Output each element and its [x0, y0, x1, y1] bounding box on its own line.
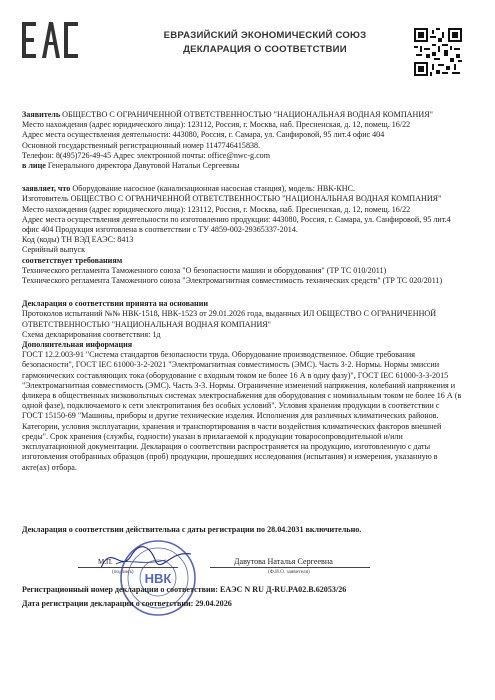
union-title: ЕВРАЗИЙСКИЙ ЭКОНОМИЧЕСКИЙ СОЮЗ: [163, 30, 367, 41]
manufacturer: Изготовитель ОБЩЕСТВО С ОГРАНИЧЕННОЙ ОТВЕТСТВЕННОСТЬЮ "НАЦИОНАЛЬНАЯ ВОДНАЯ КОМПАНИЯ": [22, 194, 442, 204]
declaration-body: [22, 110, 462, 473]
applicant-person: [22, 161, 462, 171]
basis-protocols: Протоколов испытаний №№ НВК-1518, НВК-1523 от 29.01.2026 года, выданных ИЛ ОБЩЕСТВО С ОГРАНИЧЕННОЙ ОТВЕТСТВЕННОСТЬЮ "НАЦИОНАЛЬНАЯ ВОДНАЯ КОМПАНИЯ": [22, 309, 437, 329]
applicant-name: ОБЩЕСТВО С ОГРАНИЧЕННОЙ ОТВЕТСТВЕННОСТЬЮ "НАЦИОНАЛЬНАЯ ВОДНАЯ КОМПАНИЯ": [62, 110, 433, 119]
validity-line: Декларация о соответствии действительна с даты регистрации по 28.04.2031 включительно.: [22, 525, 362, 534]
seal-place-label: М.П.: [98, 558, 113, 566]
requirement-1: Технического регламента Таможенного союза "О безопасности машин и оборудования" (ТР ТС 010/2011): [22, 265, 387, 275]
hs-code: Код (коды) ТН ВЭД ЕАЭС: 8413: [22, 235, 134, 245]
applicant-legal-address: Место нахождения (адрес юридического лица): 123112, Россия, г. Москва, наб. Пресненская, д. 12, помещ. 16/22: [22, 120, 411, 130]
requirement-2: Технического регламента Таможенного союза "Электромагнитная совместимость технических средств" (ТР ТС 020/2011): [22, 276, 443, 286]
registration-number: Регистрационный номер декларации о соответствии: ЕАЭС N RU Д-RU.PA02.B.62053/26: [22, 585, 347, 594]
qr-code-icon: [414, 28, 462, 76]
manufacturer-legal-address: Место нахождения (адрес юридического лица): 123112, Россия, г. Москва, наб. Пресненская, д. 12, помещ. 16/22: [22, 204, 411, 214]
signer-name-caption: (Ф.И.О. заявителя): [268, 569, 310, 575]
applicant-ogrn: Основной государственный регистрационный номер 1147746415838.: [22, 140, 261, 150]
basis-scheme: Схема декларирования соответствия: 1д: [22, 329, 161, 339]
eac-logo: [22, 22, 82, 58]
signer-name-line: [210, 567, 370, 568]
applicant-contacts: Телефон: 8(495)726-49-45 Адрес электронной почты: office@nwc-g.com: [22, 150, 271, 160]
additional-text: ГОСТ 12.2.003-91 "Система стандартов безопасности труда. Оборудование производственное. Общие требования безопасности", ГОСТ IEC 61000-3-2-2021 "Электромагнитная совместимость (ЭМС). Часть 3-2. Нормы. Нормы эмиссии гармонических составляющих тока (оборудование с входным током не более 16 А в одну фазу)", ГОСТ IEC 61000-3-3-2015 "Электромагнитная совместимость (ЭМС). Часть 3-3. Нормы. Ограничение изменений напряжения, колебаний напряжения и фликера в общественных низковольтных системах электроснабжения для оборудования с номинальным током не более 16 А (в одной фазе), подключаемого к сети электропитания без особых условий". Условия хранения продукции в соответствии с ГОСТ 15150-69 "Машины, приборы и другие технические изделия. Исполнения для различных климатических районов. Категории, условия эксплуатации, хранения и транспортирования в части воздействия климатических факторов внешней среды". Срок хранения (службы, годности) указан в прилагаемой к продукции товаросопроводительной и/или эксплуатационной документации. Декларация о соответствии распространяется на продукцию, изготовленную с даты изготовления отобранных образцов (проб) продукции, прошедших исследования (испытания) и измерения, указанную в акте(ах) отбора.: [22, 350, 462, 472]
basis-label: Декларация о соответствии принята на основании: [22, 299, 209, 309]
requirements-label: соответствует требованиям: [22, 255, 123, 265]
additional-label: Дополнительная информация: [22, 340, 133, 350]
signature-caption: (подпись): [112, 569, 134, 575]
manufacturer-activity-address: Адрес места осуществления деятельности по изготовлению продукции: 443080, Россия, г. Самара, ул. Санфировой, 95 лит.4 офис 404 Продукция изготовлена в соответствии с ТУ 4859-002-29365337-2014.: [22, 214, 451, 235]
declares-label: заявляет, что: [22, 184, 71, 194]
declares-line: [22, 184, 462, 194]
person-name: Генерального директора Давутовой Натальи Сергеевны: [47, 161, 240, 171]
applicant-line: [22, 110, 462, 120]
signer-name: Давутова Наталья Сергеевна: [234, 557, 333, 566]
release-type: Серийный выпуск: [22, 245, 86, 255]
person-label: в лице: [22, 161, 46, 171]
applicant-label: Заявитель: [22, 110, 61, 119]
document-title: ДЕКЛАРАЦИЯ О СООТВЕТСТВИИ: [183, 44, 347, 55]
applicant-activity-address: Адрес места осуществления деятельности: 443080, Россия, г. Самара, ул. Санфировой, 95 лит.4 офис 404: [22, 130, 385, 140]
registration-date: Дата регистрации декларации о соответствии: 29.04.2026: [22, 599, 232, 608]
stamp-text: НВК: [144, 571, 172, 586]
product-name: Оборудование насосное (канализационная насосная станция), модель: НВК-КНС.: [72, 184, 355, 194]
